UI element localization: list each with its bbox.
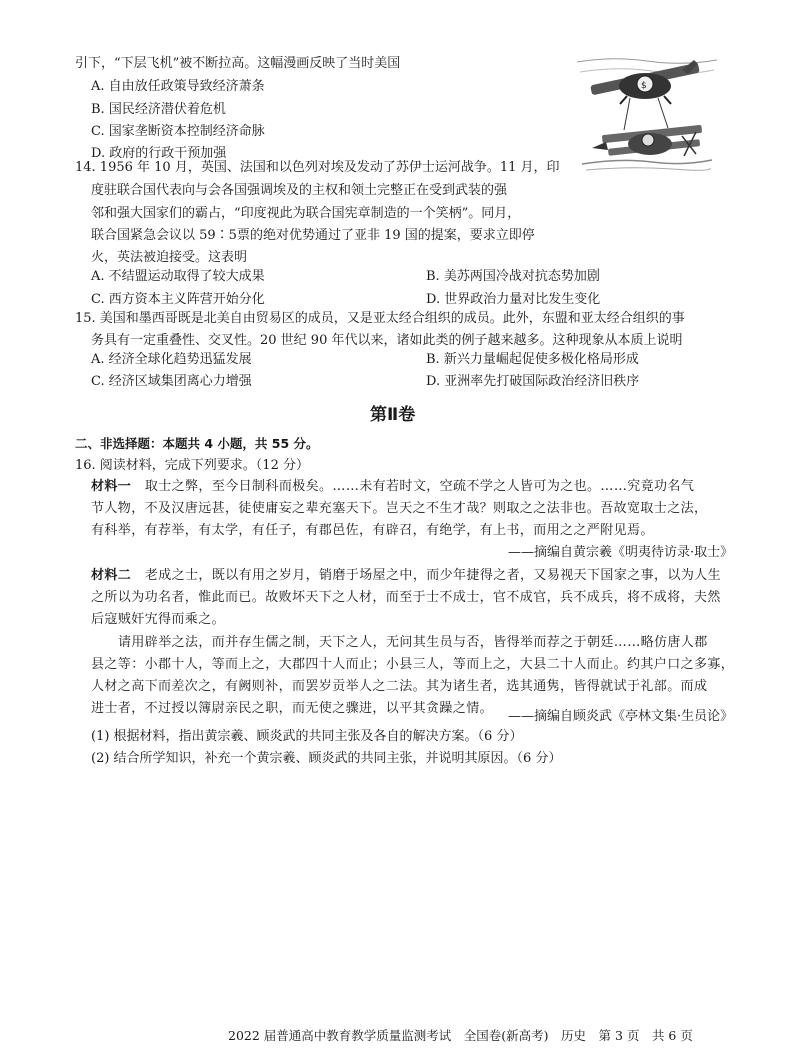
q14-stem-1: 14. 1956 年 10 月，英国、法国和以色列对埃及发动了苏伊士运河战争。11 月，印 <box>75 160 560 175</box>
q14-option-d: D. 世界政治力量对比发生变化 <box>426 292 601 307</box>
cartoon-illustration <box>572 52 722 180</box>
material2-line-4: 请用辟举之法，而并存生儒之制，天下之人，无问其生员与否，皆得举而荐之于朝廷……略仿唐人郡 <box>118 635 708 650</box>
material2-line-1 <box>91 566 721 585</box>
lower-plane <box>592 125 702 156</box>
q13-stem-end: 引下，“下层飞机”被不断拉高。这幅漫画反映了当时美国 <box>75 56 401 71</box>
section-heading: 二、非选择题：本题共 4 小题，共 55 分。 <box>75 436 319 451</box>
q14-option-b: B. 美苏两国冷战对抗态势加剧 <box>426 269 600 284</box>
q16-subquestion-2: (2) 结合所学知识，补充一个黄宗羲、顾炎武的共同主张，并说明其原因。（6 分） <box>91 751 562 766</box>
material2-text-1: 老成之士，既以有用之岁月，销磨于场屋之中，而少年捷得之者，又易视天下国家之事，以为人生 <box>144 568 722 583</box>
q16-intro: 16. 阅读材料，完成下列要求。（12 分） <box>75 458 309 473</box>
q13-option-b: B. 国民经济潜伏着危机 <box>91 102 226 117</box>
material2-label: 材料二 <box>91 568 132 583</box>
q14-stem-2: 度驻联合国代表向与会各国强调埃及的主权和领土完整正在受到武装的强 <box>91 183 508 198</box>
q15-option-d: D. 亚洲率先打破国际政治经济旧秩序 <box>426 374 640 389</box>
q15-option-a: A. 经济全球化趋势迅猛发展 <box>91 352 252 367</box>
q15-stem-1: 15. 美国和墨西哥既是北美自由贸易区的成员，又是亚太经合组织的成员。此外，东盟和亚太经合组织的事 <box>75 311 685 326</box>
q14-stem-3: 邻和强大国家们的霸占，“印度视此为联合国宪章制造的一个笑柄”。同月， <box>91 206 521 221</box>
q14-option-a: A. 不结盟运动取得了较大成果 <box>91 269 265 284</box>
material1-line-2: 节人物，不及汉唐远甚，徒使庸妄之辈充塞天下。岂天之不生才哉？则取之之法非也。吾故宽取士之法， <box>91 501 708 516</box>
upper-plane <box>590 60 700 104</box>
material2-line-5: 县之等：小郡十人，等而上之，大郡四十人而止；小县三人，等而上之，大县二十人而止。约其户口之多寡， <box>91 657 735 672</box>
page-footer: 2022 届普通高中教育教学质量监测考试 全国卷(新高考) 历史 第 3 页 共 6 页 <box>228 1028 693 1043</box>
q13-option-a: A. 自由放任政策导致经济萧条 <box>91 79 265 94</box>
q13-option-c: C. 国家垄断资本控制经济命脉 <box>91 124 265 139</box>
q15-option-c: C. 经济区域集团离心力增强 <box>91 374 252 389</box>
material2-line-6: 人材之高下而差次之，有阙则补，而罢岁贡举人之二法。其为诸生者，选其通隽，皆得就试于礼部。而成 <box>91 679 708 694</box>
material1-source: ——摘编自黄宗羲《明夷待访录·取士》 <box>508 545 734 560</box>
material2-source: ——摘编自顾炎武《亭林文集·生员论》 <box>508 709 734 724</box>
q13-option-d: D. 政府的行政干预加强 <box>91 146 227 161</box>
material2-line-7: 进士者，不过授以簿尉亲民之职，而无使之骤进，以平其贪躁之情。 <box>91 701 494 716</box>
material1-text-1: 取士之弊，至今日制科而极矣。……未有若时文，空疏不学之人皆可为之也。……究竟功名气 <box>144 479 695 494</box>
q14-stem-4: 联合国紧急会议以 59∶5票的绝对优势通过了亚非 19 国的提案，要求立即停 <box>91 228 535 243</box>
material2-line-2: 之所以为功名者，惟此而已。故败坏天下之人材，而至于士不成士，官不成官，兵不成兵，将不成将，夫然 <box>91 590 721 605</box>
svg-text:$: $ <box>641 81 647 91</box>
q15-stem-2: 务具有一定重叠性、交叉性。20 世纪 90 年代以来，诸如此类的例子越来越多。这种现象从本质上说明 <box>91 333 683 348</box>
material1-label: 材料一 <box>91 479 132 494</box>
q15-option-b: B. 新兴力量崛起促使多极化格局形成 <box>426 352 639 367</box>
material1-line-1 <box>91 477 694 496</box>
volume-title: 第Ⅱ卷 <box>370 405 416 425</box>
q16-subquestion-1: (1) 根据材料，指出黄宗羲、顾炎武的共同主张及各自的解决方案。（6 分） <box>91 729 523 744</box>
q14-stem-5: 火，英法被迫接受。这表明 <box>91 250 248 265</box>
q14-option-c: C. 西方资本主义阵营开始分化 <box>91 292 265 307</box>
material2-line-3: 后寇贼奸宄得而乘之。 <box>91 612 226 627</box>
material1-line-3: 有科举，有荐举，有太学，有任子，有郡邑佐，有辟召，有绝学，有上书，而用之之严附见焉。 <box>91 523 654 538</box>
